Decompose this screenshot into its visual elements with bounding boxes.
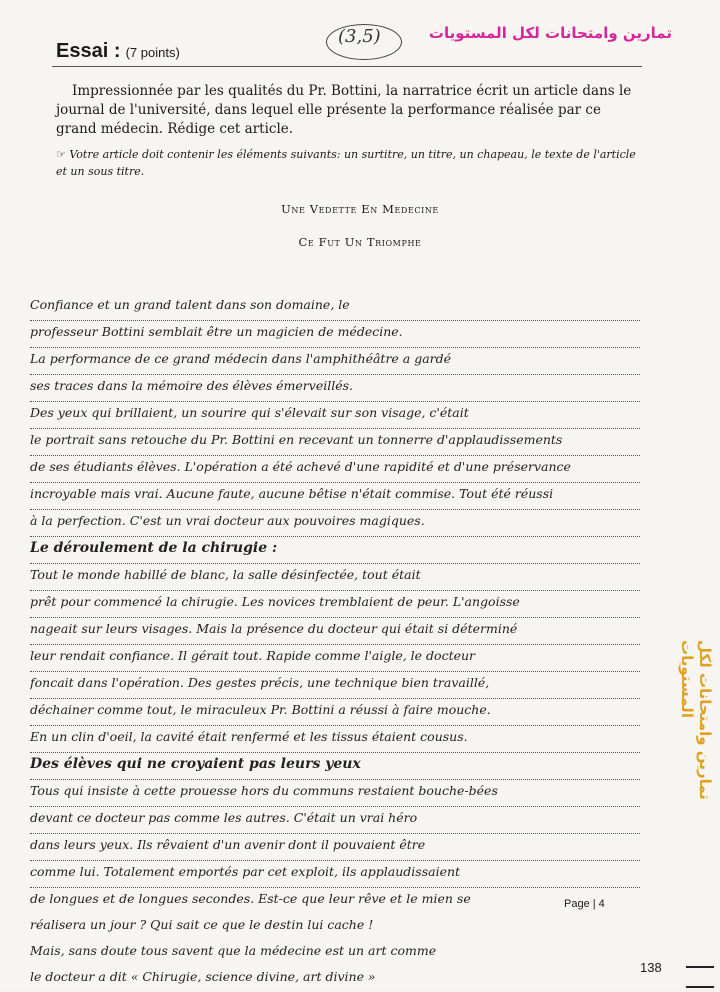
handwritten-line: réalisera un jour ? Qui sait ce que le destin lui cache ! <box>30 917 374 932</box>
instruction-text: Votre article doit contenir les éléments suivants: un surtitre, un titre, un chapeau, le texte de l'article et un sous titre. <box>56 148 636 178</box>
handwritten-line: incroyable mais vrai. Aucune faute, aucune bêtise n'était commise. Tout été réussi <box>30 483 640 510</box>
handwritten-line: leur rendait confiance. Il gérait tout. Rapide comme l'aigle, le docteur <box>30 645 640 672</box>
handwritten-line: La performance de ce grand médecin dans l'amphithéâtre a gardé <box>30 348 640 375</box>
subtitle-line: Le déroulement de la chirugie : <box>30 537 640 564</box>
handwritten-line: comme lui. Totalement emportés par cet exploit, ils applaudissaient <box>30 861 640 888</box>
handwritten-line: devant ce docteur pas comme les autres. C'était un vrai héro <box>30 807 640 834</box>
handwritten-line: le docteur a dit « Chirugie, science divine, art divine » <box>30 969 376 984</box>
pointing-hand-icon: ☞ <box>56 148 66 161</box>
page-number: 138 <box>640 960 662 975</box>
handwritten-line: ses traces dans la mémoire des élèves émerveillés. <box>30 375 640 402</box>
handwritten-line: dans leurs yeux. Ils rêvaient d'un avenir dont il pouvaient être <box>30 834 640 861</box>
subtitle-line: Des élèves qui ne croyaient pas leurs yeux <box>30 753 640 780</box>
watermark-side: تمارين وامتحانات لكل المستويات <box>678 640 714 800</box>
handwritten-line: Confiance et un grand talent dans son domaine, le <box>30 294 640 321</box>
surtitre: Une Vedette En Medecine <box>281 202 439 216</box>
handwritten-line: nageait sur leurs visages. Mais la présence du docteur qui était si déterminé <box>30 618 640 645</box>
essay-prompt: Impressionnée par les qualités du Pr. Bottini, la narratrice écrit un article dans le journal de l'université, dans lequel elle présente la performance réalisée par ce grand médecin. Rédige cet article. <box>56 83 632 137</box>
corner-mark <box>686 966 714 988</box>
watermark-top: تمارين وامتحانات لكل المستويات <box>428 24 672 42</box>
handwritten-line: de longues et de longues secondes. Est-ce que leur rêve et le mien se <box>30 891 471 906</box>
handwritten-line: En un clin d'oeil, la cavité était renfermé et les tissus étaient cousus. <box>30 726 640 753</box>
handwritten-line: Mais, sans doute tous savent que la médecine est un art comme <box>30 943 437 958</box>
score-mark: (3,5) <box>338 26 381 47</box>
article-title: Ce Fut Un Triomphe <box>298 235 422 249</box>
handwritten-line: Tous qui insiste à cette prouesse hors du communs restaient bouche-bées <box>30 780 640 807</box>
handwritten-line: prêt pour commencé la chirugie. Les novices tremblaient de peur. L'angoisse <box>30 591 640 618</box>
instruction <box>56 146 636 180</box>
essai-title: Essai : <box>56 40 121 62</box>
handwritten-answer <box>30 294 640 992</box>
header-rule <box>52 66 642 67</box>
handwritten-line: à la perfection. C'est un vrai docteur aux pouvoires magiques. <box>30 510 640 537</box>
handwritten-line: foncait dans l'opération. Des gestes précis, une technique bien travaillé, <box>30 672 640 699</box>
handwritten-line: déchainer comme tout, le miraculeux Pr. Bottini a réussi à faire mouche. <box>30 699 640 726</box>
handwritten-line: Des yeux qui brillaient, un sourire qui s'élevait sur son visage, c'était <box>30 402 640 429</box>
handwritten-line: de ses étudiants élèves. L'opération a été achevé d'une rapidité et d'une préservance <box>30 456 640 483</box>
handwritten-line: Tout le monde habillé de blanc, la salle désinfectée, tout était <box>30 564 640 591</box>
handwritten-line: le portrait sans retouche du Pr. Bottini en recevant un tonnerre d'applaudissements <box>30 429 640 456</box>
page-label: Page | 4 <box>564 898 605 910</box>
handwritten-line: professeur Bottini semblait être un magicien de médecine. <box>30 321 640 348</box>
essai-points: (7 points) <box>125 45 180 60</box>
